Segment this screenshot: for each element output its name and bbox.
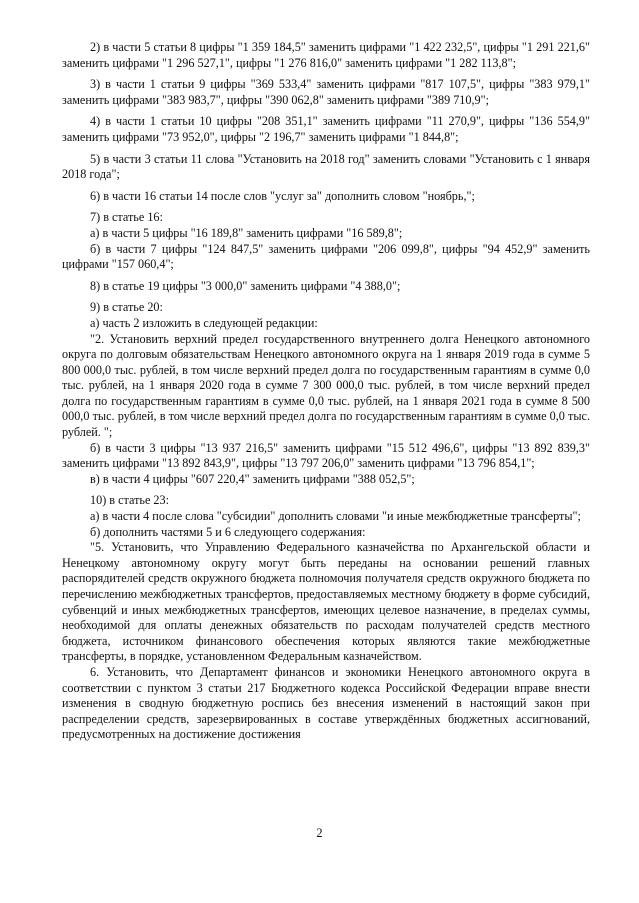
paragraph-item-5: 5) в части 3 статьи 11 слова "Установить на 2018 год" заменить словами "Установить с 1 января 2018 года";	[62, 151, 590, 182]
paragraph-item-7-heading: 7) в статье 16:	[90, 210, 163, 225]
paragraph-item-10-heading: 10) в статье 23:	[90, 493, 169, 508]
paragraph-item-4: 4) в части 1 статьи 10 цифры "208 351,1" заменить цифрами "11 270,9", цифры "136 554,9" заменить цифрами "73 952,0", цифры "2 196,7" заменить цифрами "1 844,8";	[62, 114, 590, 144]
paragraph-item-10a: а) в части 4 после слова "субсидии" дополнить словами "и иные межбюджетные трансферты";	[90, 509, 581, 524]
paragraph-item-8: 8) в статье 19 цифры "3 000,0" заменить цифрами "4 388,0";	[90, 278, 401, 293]
paragraph-item-6: 6) в части 16 статьи 14 после слов "услуг за" дополнить словом "ноябрь,";	[90, 188, 475, 203]
paragraph-item-3: 3) в части 1 статьи 9 цифры "369 533,4" заменить цифрами "817 107,5", цифры "383 979,1" заменить цифрами "383 983,7", цифры "390 062,8" заменить цифрами "389 710,9";	[62, 77, 590, 107]
paragraph-item-9c: в) в части 4 цифры "607 220,4" заменить цифрами "388 052,5";	[90, 471, 415, 486]
paragraph-item-2: 2) в части 5 статьи 8 цифры "1 359 184,5" заменить цифрами "1 422 232,5", цифры "1 291 221,6" заменить цифрами "1 296 527,1", цифры "1 276 816,0" заменить цифрами "1 282 113,8";	[62, 40, 590, 70]
paragraph-item-10b: б) дополнить частями 5 и 6 следующего содержания:	[90, 524, 366, 539]
paragraph-item-9a: а) часть 2 изложить в следующей редакции:	[90, 315, 318, 330]
paragraph-quoted-part-5: "5. Установить, что Управлению Федерального казначейства по Архангельской области и Ненецкому автономному округу могут быть переданы на основании решений главных распорядителей средств окружного бюджета полномочия получателя средств окружного бюджета по перечислению межбюджетных трансфертов, предоставляемых местному бюджету в форме субсидий, субвенций и иных межбюджетных трансфертов, имеющих целевое назначение, в пределах суммы, необходимой для оплаты денежных обязательств по расходам получателей средств местного бюджета, источником финансового обеспечения которых являются такие межбюджетные трансферты, в порядке, установленном Федеральным казначейством.	[62, 540, 590, 664]
paragraph-item-7a: а) в части 5 цифры "16 189,8" заменить цифрами "16 589,8";	[90, 225, 403, 240]
paragraph-quoted-part-2: "2. Установить верхний предел государственного внутреннего долга Ненецкого автономного округа по долговым обязательствам Ненецкого автономного округа на 1 января 2019 года в сумме 5 800 000,0 тыс. рублей, в том числе верхний предел долга по государственным гарантиям в сумме 0,0 тыс. рублей, на 1 января 2020 года в сумме 7 300 000,0 тыс. рублей, в том числе верхний предел долга по государственным гарантиям в сумме 0,0 тыс. рублей, на 1 января 2021 года в сумме 8 500 000,0 тыс. рублей, в том числе верхний предел долга по государственным гарантиям в сумме 0,0 тыс. рублей. ";	[62, 331, 590, 440]
document-body	[62, 40, 590, 743]
paragraph-part-6: 6. Установить, что Департамент финансов и экономики Ненецкого автономного округа в соответствии с пунктом 3 статьи 217 Бюджетного кодекса Российской Федерации вправе внести изменения в сводную бюджетную роспись без внесения изменений в настоящий закон при распределении средств, зарезервированных в составе утверждённых бюджетных ассигнований, предусмотренных на достижение достижения	[62, 664, 590, 742]
paragraph-item-9-heading: 9) в статье 20:	[90, 300, 163, 315]
paragraph-item-7b: б) в части 7 цифры "124 847,5" заменить цифрами "206 099,8", цифры "94 452,9" заменить цифрами "157 060,4";	[62, 241, 590, 272]
page-number: 2	[316, 826, 323, 840]
paragraph-item-9b: б) в части 3 цифры "13 937 216,5" заменить цифрами "15 512 496,6", цифры "13 892 839,3" заменить цифрами "13 892 843,9", цифры "13 797 206,0" заменить цифрами "13 796 854,1";	[62, 440, 590, 471]
